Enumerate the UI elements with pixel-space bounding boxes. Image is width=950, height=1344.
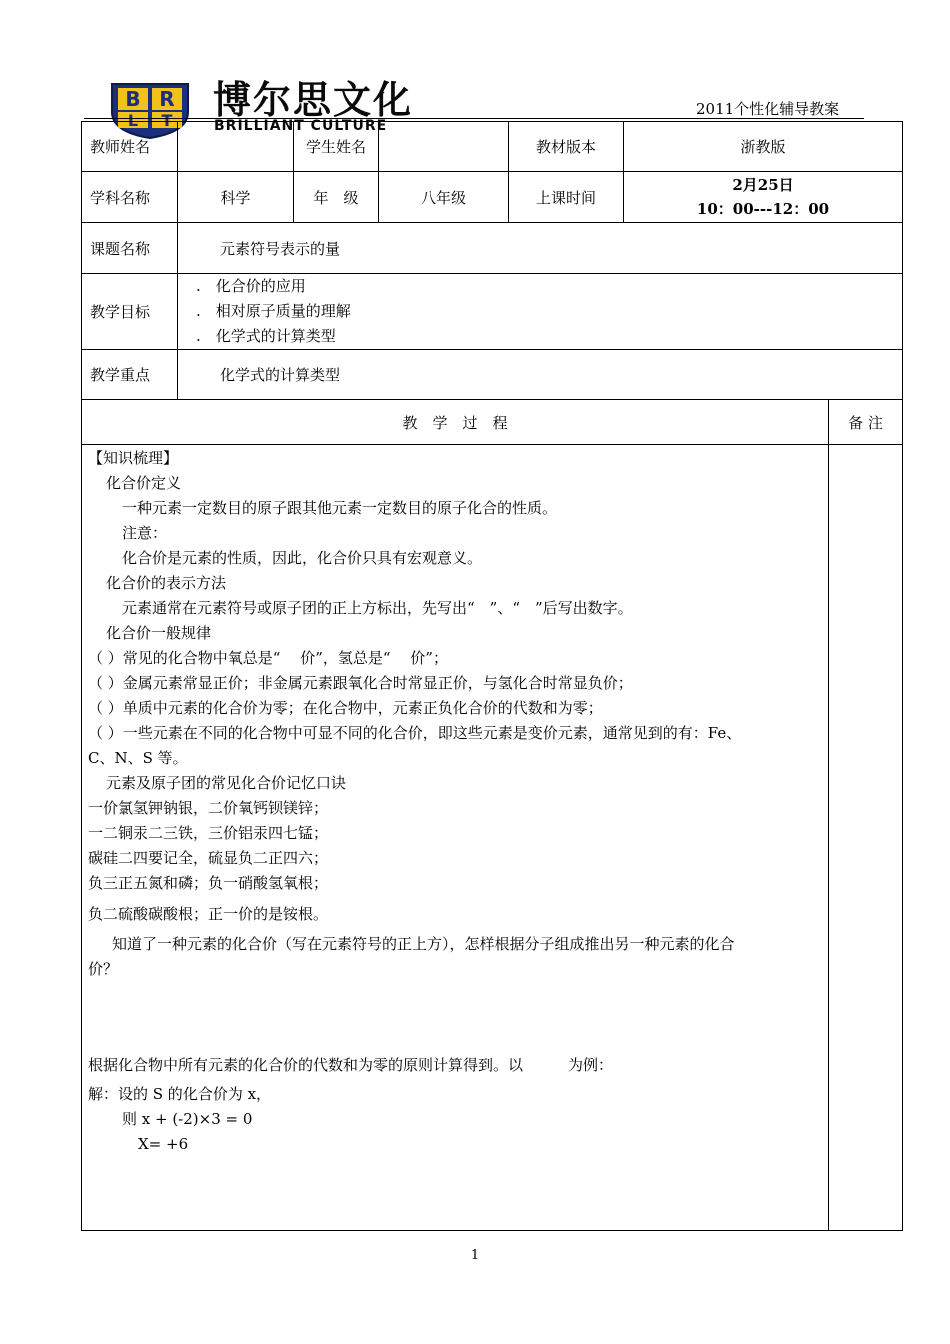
teacher-name-label: 教师姓名 (82, 122, 178, 172)
question-line: 价？ (88, 960, 119, 978)
class-time-range: 10：00---12：00 (696, 200, 830, 218)
class-time-value (624, 172, 903, 223)
rule-item: （ ）单质中元素的化合价为零；在化合物中，元素正负化合价的代数和为零； (88, 699, 603, 717)
text-line: 注意： (122, 524, 168, 542)
logo-letter: R (159, 87, 175, 111)
question-line: 知道了一种元素的化合价（写在元素符号的正上方），怎样根据分子组成推出另一种元素的化合 (112, 935, 735, 953)
grade-value: 八年级 (379, 172, 509, 223)
topic-label: 课题名称 (82, 223, 178, 274)
header-divider (84, 118, 864, 119)
teacher-name-value (178, 122, 294, 172)
brand-name-en: BRILLIANT CULTURE (214, 118, 388, 134)
process-content (82, 445, 829, 1231)
process-header: 教 学 过 程 (82, 400, 829, 445)
solution-line: X= +6 (138, 1135, 189, 1153)
text-line: 化合价是元素的性质，因此，化合价只具有宏观意义。 (122, 549, 483, 567)
solution-line: 解：设的 S 的化合价为 x， (88, 1085, 272, 1103)
topic-value: 元素符号表示的量 (178, 223, 903, 274)
subheading: 化合价一般规律 (106, 624, 212, 642)
goals-row (82, 274, 903, 350)
page-header (0, 0, 950, 134)
mnemonic-line: 一二铜汞二三铁，三价铝汞四七锰； (88, 824, 329, 842)
goal-item: . 相对原子质量的理解 (196, 302, 351, 320)
logo-letter: T (161, 111, 173, 130)
goals-list (178, 274, 903, 350)
text-line: 一种元素一定数目的原子跟其他元素一定数目的原子化合的性质。 (122, 499, 558, 517)
mnemonic-line: 一价氯氢钾钠银，二价氧钙钡镁锌； (88, 799, 329, 817)
info-row-names (82, 122, 903, 172)
class-date: 2月25日 (732, 176, 794, 194)
notes-header: 备 注 (829, 400, 903, 445)
page-number: 1 (470, 1248, 480, 1263)
subheading: 化合价定义 (106, 474, 182, 492)
lesson-plan-table (81, 121, 903, 1231)
goal-item: . 化合价的应用 (196, 277, 306, 295)
subject-value: 科学 (178, 172, 294, 223)
document-type: 2011个性化辅导教案 (696, 100, 840, 118)
method-line: 根据化合物中所有元素的化合价的代数和为零的原则计算得到。以 为例： (88, 1056, 614, 1074)
focus-label: 教学重点 (82, 350, 178, 400)
text-line: C、N、S 等。 (88, 749, 188, 767)
goals-label: 教学目标 (82, 274, 178, 350)
mnemonic-line: 负三正五氮和磷；负一硝酸氢氧根； (88, 874, 329, 892)
grade-label: 年 级 (294, 172, 379, 223)
logo-letter: L (127, 111, 139, 130)
goal-item: . 化学式的计算类型 (196, 327, 336, 345)
textbook-value: 浙教版 (624, 122, 903, 172)
info-row-subject (82, 172, 903, 223)
focus-row (82, 350, 903, 400)
student-name-value (379, 122, 509, 172)
textbook-label: 教材版本 (509, 122, 624, 172)
topic-row (82, 223, 903, 274)
mnemonic-line: 负二硫酸碳酸根；正一价的是铵根。 (88, 905, 329, 923)
notes-cell (829, 445, 903, 1231)
subheading: 元素及原子团的常见化合价记忆口诀 (106, 774, 347, 792)
class-time-label: 上课时间 (509, 172, 624, 223)
rule-item: （ ）金属元素常显正价；非金属元素跟氧化合时常显正价，与氢化合时常显负价； (88, 674, 633, 692)
solution-line: 则 x + (-2)×3 = 0 (122, 1110, 253, 1128)
student-name-label: 学生姓名 (294, 122, 379, 172)
mnemonic-line: 碳硅二四要记全，硫显负二正四六； (88, 849, 329, 867)
process-body-row (82, 445, 903, 1231)
text-line: 元素通常在元素符号或原子团的正上方标出，先写出“ ”、“ ”后写出数字。 (122, 599, 633, 617)
focus-value: 化学式的计算类型 (178, 350, 903, 400)
rule-item: （ ）常见的化合物中氧总是“ 价”，氢总是“ 价”； (88, 649, 448, 667)
subject-label: 学科名称 (82, 172, 178, 223)
logo-letter: B (125, 87, 141, 111)
subheading: 化合价的表示方法 (106, 574, 227, 592)
rule-item: （ ）一些元素在不同的化合物中可显不同的化合价，即这些元素是变价元素，通常见到的有：Fe、 (88, 724, 742, 742)
brand-name-cn: 博尔思文化 (213, 78, 414, 122)
section-heading: 【知识梳理】 (88, 449, 179, 467)
process-header-row (82, 400, 903, 445)
